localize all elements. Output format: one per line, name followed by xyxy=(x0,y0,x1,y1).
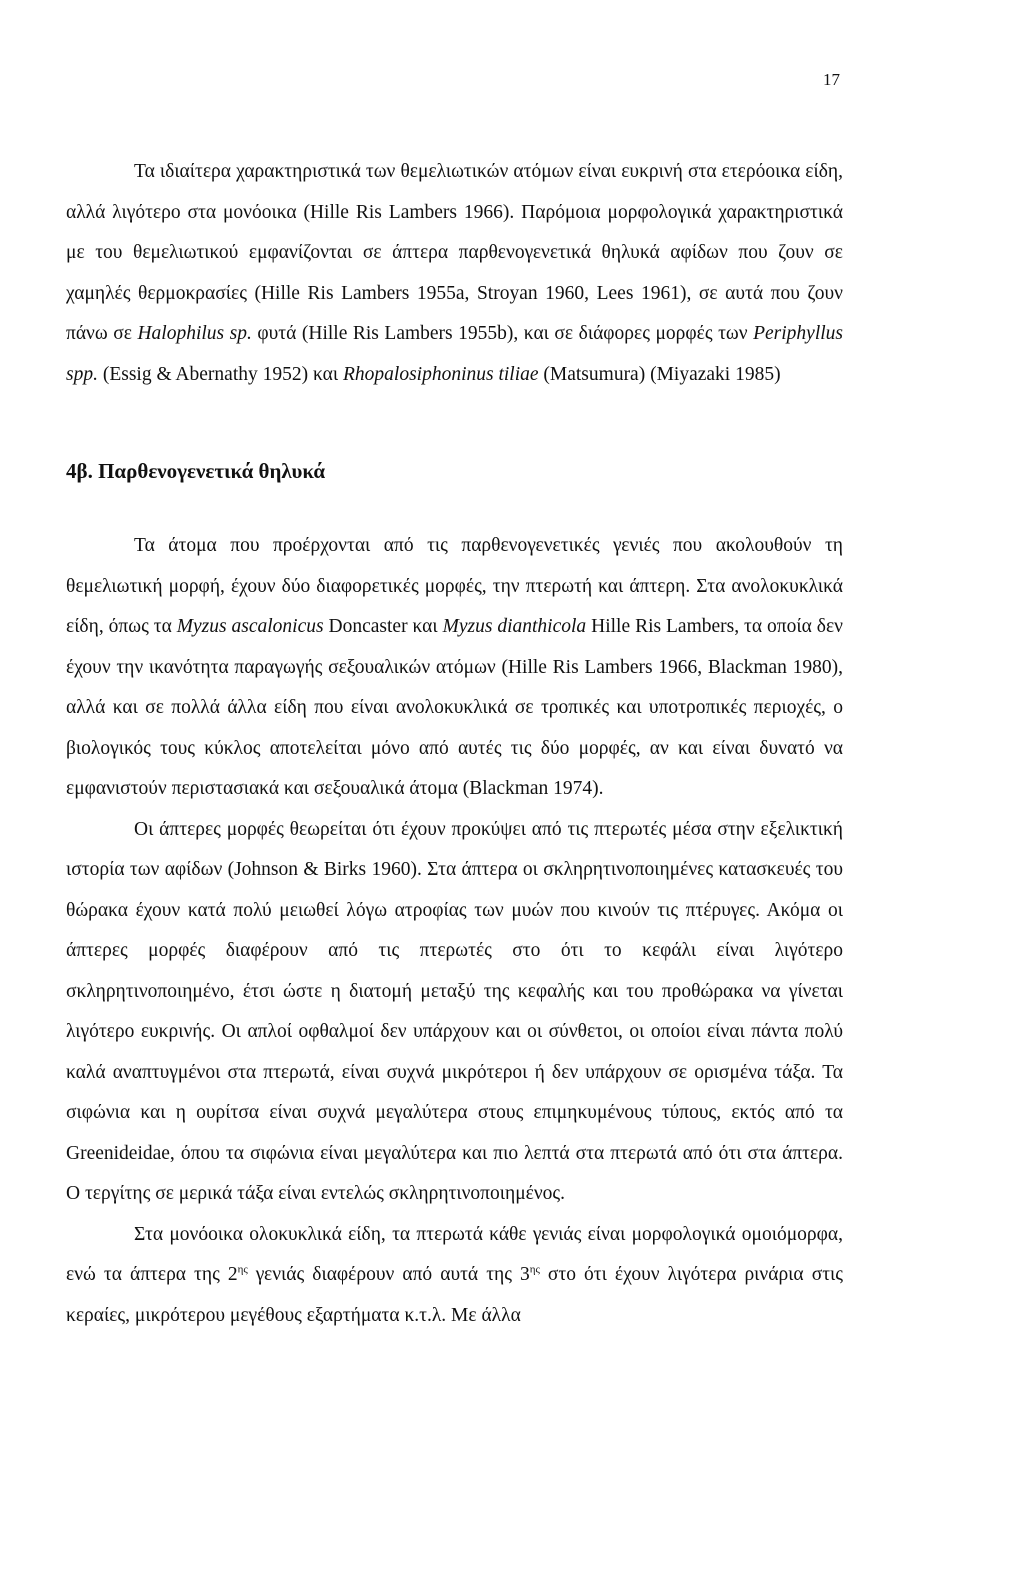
section-heading: 4β. Παρθενογενετικά θηλυκά xyxy=(66,459,326,483)
taxon-name: Myzus dianthicola xyxy=(442,616,587,637)
taxon-name: Halophilus sp. xyxy=(137,323,252,344)
ordinal-suffix: ης xyxy=(529,1263,540,1276)
paragraph-text: Οι άπτερες μορφές θεωρείται ότι έχουν προκύψει από τις πτερωτές μέσα στην εξελικτική ιστορία των αφίδων (Johnson & Birks 1960). Στα άπτερα οι σκληρητινοποιημένες κατασκευές του θώρακα έχουν κατά πολύ μειωθεί λόγω ατροφίας των μυών που κινούν τις πτέρυγες. Ακόμα οι άπτερες μορφές διαφέρουν από τις πτερωτές στο ότι το κεφάλι είναι λιγότερο σκληρητινοποιημένο, έτσι ώστε η διατομή μεταξύ της κεφαλής και του προθώρακα να γίνεται λιγότερο ευκρινής. Οι απλοί οφθαλμοί δεν υπάρχουν και οι σύνθετοι, οι οποίοι είναι πάντα πολύ καλά αναπτυγμένοι στα πτερωτά, είναι συχνά μικρότεροι ή δεν υπάρχουν σε ορισμένα τάξα. Τα σιφώνια και η ουρίτσα είναι συχνά μεγαλύτερα στους επιμηκυμένους τύπους, εκτός από τα Greenideidae, όπου τα σιφώνια είναι μεγαλύτερα και πιο λεπτά στα πτερωτά από ότι στα άπτερα. Ο τεργίτης σε μερικά τάξα είναι εντελώς σκληρητινοποιημένος. xyxy=(66,818,843,1204)
paragraph-text: (Essig & Abernathy 1952) και xyxy=(97,363,343,385)
ordinal-suffix: ης xyxy=(237,1263,248,1276)
paragraph-text: Doncaster και xyxy=(323,616,443,637)
paragraph xyxy=(66,1215,843,1337)
paragraph-text: (Matsumura) (Miyazaki 1985) xyxy=(538,363,781,385)
page-number: 17 xyxy=(823,70,840,89)
text-block-section xyxy=(66,526,843,1336)
paragraph xyxy=(66,152,843,395)
paragraph-text: γενιάς διαφέρουν από αυτά της 3 xyxy=(247,1264,530,1285)
paragraph-text: στο ότι έχουν λιγότερα ρινάρια στις κεραίες, μικρότερου μεγέθους εξαρτήματα κ.τ.λ. Με άλλα xyxy=(66,1264,844,1326)
taxon-name: Rhopalosiphoninus tiliae xyxy=(342,363,539,385)
paragraph xyxy=(66,810,843,1215)
paragraph xyxy=(66,526,843,810)
paragraph-text: Hille Ris Lambers, τα οποία δεν έχουν την ικανότητα παραγωγής σεξουαλικών ατόμων (Hille Ris Lambers 1966, Blackman 1980), αλλά και σε πολλά άλλα είδη που είναι ανολοκυκλικά σε τροπικές και υποτροπικές περιοχές, ο βιολογικός τους κύκλος αποτελείται μόνο από αυτές τις δύο μορφές, αν και είναι δυνατό να εμφανιστούν περιστασιακά και σεξουαλικά άτομα (Blackman 1974). xyxy=(66,616,844,799)
taxon-name: Periphyllus spp. xyxy=(66,323,843,385)
paragraph-text: φυτά (Hille Ris Lambers 1955b), και σε διάφορες μορφές των xyxy=(251,323,754,344)
taxon-name: Myzus ascalonicus xyxy=(176,616,324,637)
paragraph-text: Τα ιδιαίτερα χαρακτηριστικά των θεμελιωτικών ατόμων είναι ευκρινή στα ετερόοικα είδη, αλλά λιγότερο στα μονόοικα (Hille Ris Lambers 1966). Παρόμοια μορφολογικά χαρακτηριστικά με του θεμελιωτικού εμφανίζονται σε άπτερα παρθενογενετικά θηλυκά αφίδων που ζουν σε χαμηλές θερμοκρασίες (Hille Ris Lambers 1955a, Stroyan 1960, Lees 1961), σε αυτά που ζουν πάνω σε xyxy=(66,161,843,344)
text-block-intro xyxy=(66,152,843,395)
paragraph-text: Στα μονόοικα ολοκυκλικά είδη, τα πτερωτά κάθε γενιάς είναι μορφολογικά ομοιόμορφα, ενώ τα άπτερα της 2 xyxy=(66,1223,843,1285)
paragraph-text: Τα άτομα που προέρχονται από τις παρθενογενετικές γενιές που ακολουθούν τη θεμελιωτική μορφή, έχουν δύο διαφορετικές μορφές, την πτερωτή και άπτερη. Στα ανολοκυκλικά είδη, όπως τα xyxy=(66,535,843,637)
